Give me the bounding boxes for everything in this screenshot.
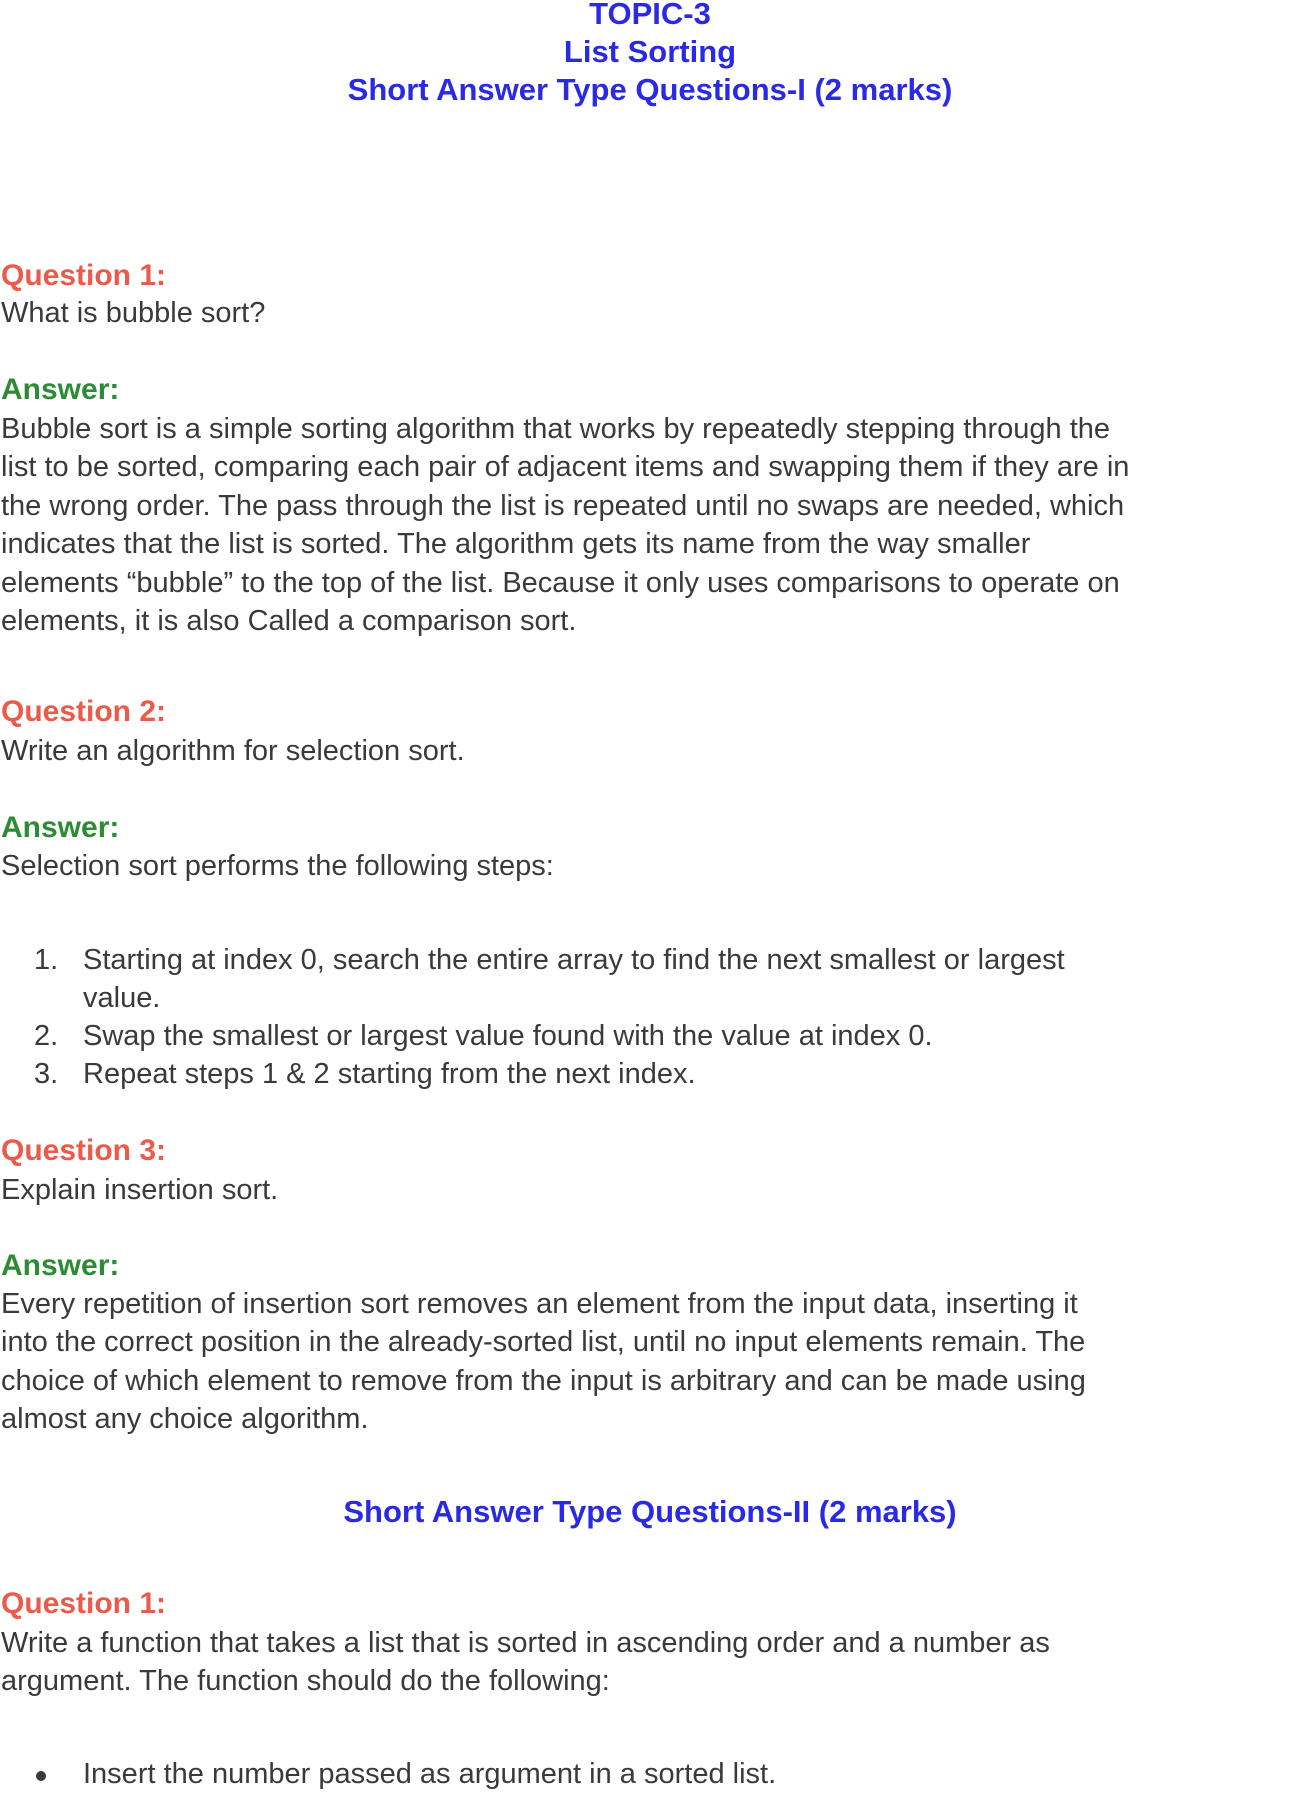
section-2-question-1-line: argument. The function should do the following: bbox=[1, 1665, 610, 1697]
answer-3-line: Every repetition of insertion sort removes an element from the input data, inserting it bbox=[1, 1288, 1078, 1320]
bullet-icon bbox=[36, 1771, 46, 1781]
topic-title: TOPIC-3 bbox=[589, 0, 711, 31]
answer-2-label: Answer: bbox=[1, 811, 120, 844]
step-1-number: 1. bbox=[34, 944, 59, 976]
answer-1-line: elements, it is also Called a comparison sort. bbox=[1, 605, 577, 638]
question-1-text: What is bubble sort? bbox=[1, 297, 266, 329]
question-3-text: Explain insertion sort. bbox=[1, 1174, 279, 1206]
answer-3-paragraph bbox=[1, 1285, 1293, 1439]
answer-1-paragraph bbox=[1, 410, 1293, 640]
section-2-question-1-label: Question 1: bbox=[1, 1587, 167, 1620]
question-2-label: Question 2: bbox=[1, 695, 167, 728]
answer-1-line: list to be sorted, comparing each pair of adjacent items and swapping them if they are in bbox=[1, 451, 1130, 484]
answer-1-label: Answer: bbox=[1, 373, 120, 406]
answer-3-line: almost any choice algorithm. bbox=[1, 1403, 369, 1436]
answer-3-label: Answer: bbox=[1, 1249, 120, 1282]
answer-1-line: indicates that the list is sorted. The algorithm gets its name from the way smaller bbox=[1, 528, 1031, 561]
answer-1-line: elements “bubble” to the top of the list. Because it only uses comparisons to operate on bbox=[1, 566, 1120, 599]
step-2-number: 2. bbox=[34, 1020, 59, 1052]
step-2-text: Swap the smallest or largest value found with the value at index 0. bbox=[83, 1020, 933, 1052]
subject-title: List Sorting bbox=[563, 34, 737, 69]
step-3-text: Repeat steps 1 & 2 starting from the next index. bbox=[83, 1058, 696, 1090]
answer-1-line: Bubble sort is a simple sorting algorithm that works by repeatedly stepping through the bbox=[1, 413, 1111, 445]
section-1-title: Short Answer Type Questions-I (2 marks) bbox=[347, 72, 953, 107]
step-1-text-cont: value. bbox=[83, 982, 161, 1014]
answer-3-line: choice of which element to remove from the input is arbitrary and can be made using bbox=[1, 1364, 1086, 1397]
question-1-label: Question 1: bbox=[1, 259, 167, 292]
question-3-label: Question 3: bbox=[1, 1134, 167, 1167]
section-2-question-1-line: Write a function that takes a list that is sorted in ascending order and a number as bbox=[1, 1627, 1050, 1659]
question-2-text: Write an algorithm for selection sort. bbox=[1, 735, 465, 767]
answer-2-intro: Selection sort performs the following steps: bbox=[1, 850, 554, 882]
section-2-title: Short Answer Type Questions-II (2 marks) bbox=[343, 1494, 957, 1529]
step-1-text: Starting at index 0, search the entire array to find the next smallest or largest bbox=[83, 944, 1065, 976]
answer-1-line: the wrong order. The pass through the list is repeated until no swaps are needed, which bbox=[1, 489, 1125, 522]
bullet-item-text: Insert the number passed as argument in a sorted list. bbox=[83, 1758, 777, 1790]
step-3-number: 3. bbox=[34, 1058, 59, 1090]
answer-3-line: into the correct position in the already-sorted list, until no input elements remain. The bbox=[1, 1326, 1086, 1359]
